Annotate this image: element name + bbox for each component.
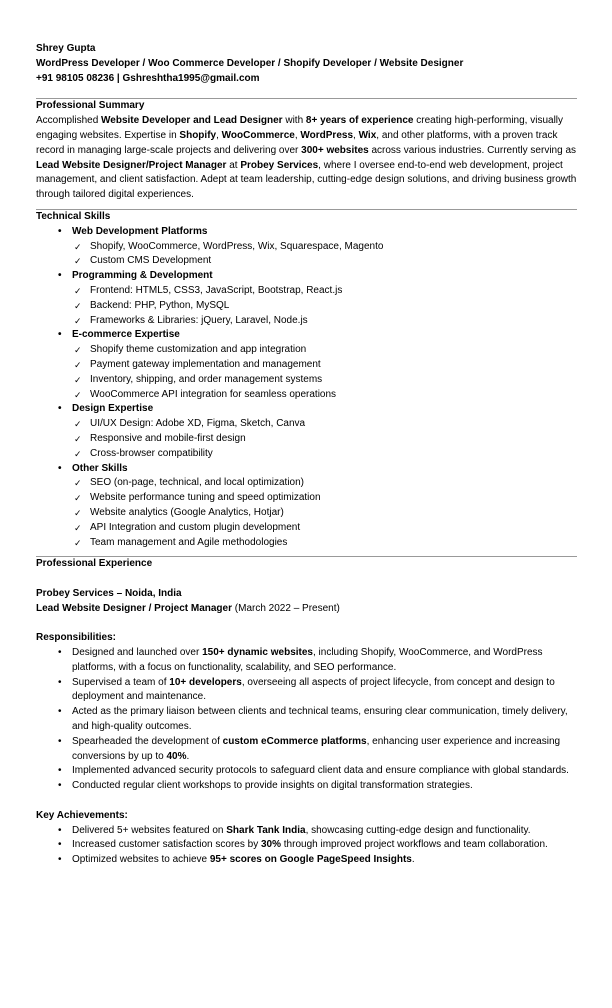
skill-groups bbox=[36, 225, 577, 551]
summary-heading: Professional Summary bbox=[36, 100, 145, 112]
skill-item: ✓ Shopify theme customization and app integration bbox=[36, 343, 577, 358]
company-line: Probey Services – Noida, India bbox=[36, 587, 182, 599]
skill-group-title: • Design Expertise bbox=[36, 402, 577, 417]
skill-item: ✓ Shopify, WooCommerce, WordPress, Wix, Squarespace, Magento bbox=[36, 240, 577, 255]
achievement-item: • Delivered 5+ websites featured on Shark Tank India, showcasing cutting-edge design and functionality. bbox=[36, 824, 577, 839]
candidate-name: Shrey Gupta bbox=[36, 43, 96, 54]
responsibilities-list bbox=[36, 646, 577, 794]
skill-item: ✓ Team management and Agile methodologies bbox=[36, 536, 577, 551]
skill-item: ✓ Backend: PHP, Python, MySQL bbox=[36, 299, 577, 314]
responsibility-item: • Acted as the primary liaison between clients and technical teams, ensuring clear communication, timely delivery, and high-quality outcomes. bbox=[36, 705, 577, 735]
header bbox=[36, 42, 577, 86]
skills-section bbox=[36, 210, 577, 550]
skill-group-title: • Web Development Platforms bbox=[36, 225, 577, 240]
skill-item: ✓ API Integration and custom plugin development bbox=[36, 521, 577, 536]
skill-item: ✓ Cross-browser compatibility bbox=[36, 447, 577, 462]
skill-group-title: • E-commerce Expertise bbox=[36, 328, 577, 343]
experience-heading: Professional Experience bbox=[36, 558, 153, 570]
skill-item: ✓ Frameworks & Libraries: jQuery, Laravel, Node.js bbox=[36, 314, 577, 329]
skill-item: ✓ Inventory, shipping, and order management systems bbox=[36, 373, 577, 388]
job-titles: WordPress Developer / Woo Commerce Developer / Shopify Developer / Website Designer bbox=[36, 57, 464, 69]
skill-item: ✓ Frontend: HTML5, CSS3, JavaScript, Bootstrap, React.js bbox=[36, 284, 577, 299]
skill-item: ✓ Custom CMS Development bbox=[36, 254, 577, 269]
skill-item: ✓ Website analytics (Google Analytics, Hotjar) bbox=[36, 506, 577, 521]
responsibility-item: • Designed and launched over 150+ dynamic websites, including Shopify, WooCommerce, and WordPress platforms, with a focus on functionality, scalability, and SEO performance. bbox=[36, 646, 577, 676]
skill-group-title: • Other Skills bbox=[36, 462, 577, 477]
responsibility-item: • Implemented advanced security protocols to safeguard client data and ensure compliance with global standards. bbox=[36, 764, 577, 779]
responsibility-item: • Conducted regular client workshops to provide insights on digital transformation strategies. bbox=[36, 779, 577, 794]
responsibilities-heading: Responsibilities: bbox=[36, 632, 117, 644]
summary-text: Accomplished Website Developer and Lead Designer with 8+ years of experience creating high-performing, visually engaging websites. Expertise in Shopify, WooCommerce, WordPress, Wix, and other platforms, with a proven track record in managing large-scale projects and delivering over 300+ websites across various industries. Currently serving as Lead Website Designer/Project Manager at Probey Services, where I oversee end-to-end web development, project management, and client satisfaction. Adept at team leadership, cutting-edge design solutions, and driving business growth through tailored digital experiences. bbox=[36, 115, 577, 201]
achievements-list bbox=[36, 824, 577, 868]
achievement-item: • Optimized websites to achieve 95+ scores on Google PageSpeed Insights. bbox=[36, 853, 577, 868]
responsibility-item: • Spearheaded the development of custom eCommerce platforms, enhancing user experience and increasing conversions by up to 40%. bbox=[36, 735, 577, 765]
skill-item: ✓ Payment gateway implementation and management bbox=[36, 358, 577, 373]
achievement-item: • Increased customer satisfaction scores by 30% through improved project workflows and team collaboration. bbox=[36, 838, 577, 853]
role-line: Lead Website Designer / Project Manager (March 2022 – Present) bbox=[36, 602, 340, 614]
resume-page bbox=[36, 42, 577, 868]
skills-heading: Technical Skills bbox=[36, 210, 111, 222]
experience-section bbox=[36, 557, 577, 868]
contact-info: +91 98105 08236 | Gshreshtha1995@gmail.com bbox=[36, 72, 260, 84]
skill-group-title: • Programming & Development bbox=[36, 269, 577, 284]
skill-item: ✓ Responsive and mobile-first design bbox=[36, 432, 577, 447]
skill-item: ✓ SEO (on-page, technical, and local optimization) bbox=[36, 476, 577, 491]
skill-item: ✓ Website performance tuning and speed optimization bbox=[36, 491, 577, 506]
skill-item: ✓ UI/UX Design: Adobe XD, Figma, Sketch, Canva bbox=[36, 417, 577, 432]
achievements-heading: Key Achievements: bbox=[36, 809, 128, 821]
responsibility-item: • Supervised a team of 10+ developers, overseeing all aspects of project lifecycle, from concept and design to deployment and maintenance. bbox=[36, 676, 577, 706]
skill-item: ✓ WooCommerce API integration for seamless operations bbox=[36, 388, 577, 403]
summary-section bbox=[36, 99, 577, 203]
